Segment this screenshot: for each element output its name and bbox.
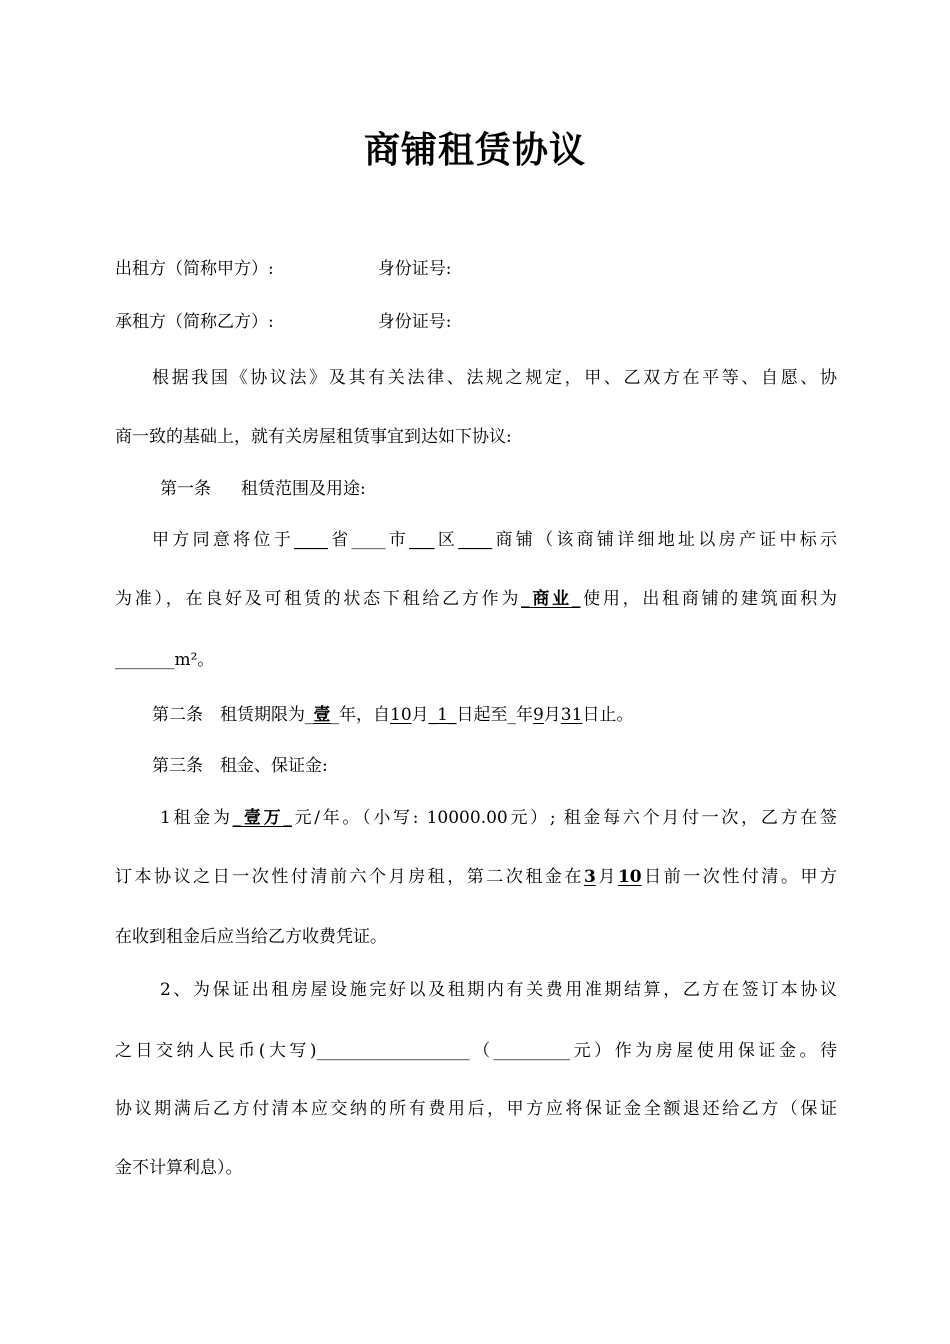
article1-line-2 (115, 587, 837, 611)
article3-text: 订本协议之日一次性付清前六个月房租，第二次租金在 (115, 867, 584, 887)
article3-text: 1租金为 (160, 808, 233, 828)
lessee-line (115, 310, 837, 334)
article1-line-3 (115, 648, 837, 672)
article2-text: 月 (543, 705, 561, 725)
preamble-line-1: 根据我国《协议法》及其有关法律、法规之规定，甲、乙双方在平等、自愿、协 (152, 368, 837, 388)
article3-p1-line-3: 在收到租金后应当给乙方收费凭证。 (115, 927, 387, 947)
article3-p2-line-3: 协议期满后乙方付清本应交纳的所有费用后，甲方应将保证金全额退还给乙方（保证 (115, 1099, 837, 1119)
article3-heading: 第三条 租金、保证金: (152, 756, 328, 776)
district-label: 区 (434, 530, 459, 550)
deposit-words-blank: __________________ (316, 1041, 470, 1061)
article1-text: 为准），在良好及可租赁的状态下租给乙方作为 (115, 589, 522, 609)
usage-value: _商业_ (521, 589, 581, 609)
shop-blank: ____ (458, 530, 493, 550)
lessee-label: 承租方（简称乙方）: (115, 312, 274, 332)
lessor-label: 出租方（简称甲方）: (115, 259, 274, 279)
article3-text: （ (469, 1041, 494, 1061)
preamble-line-2: 商一致的基础上，就有关房屋租赁事宜到达如下协议: (115, 427, 512, 447)
start-day: _1_ (428, 705, 457, 725)
rent-amount: _壹万_ (232, 808, 292, 828)
article1-text-end: 使用，出租商铺的建筑面积为 (580, 589, 838, 609)
end-day: 31 (560, 705, 583, 725)
start-month: 10 (390, 705, 412, 725)
article2-text-end: 日止。 (582, 705, 634, 725)
lessor-id-label: 身份证号: (377, 259, 452, 279)
province-blank: ____ (293, 530, 328, 550)
end-month: 9 (532, 705, 544, 725)
area-unit: m²。 (174, 650, 215, 670)
city-blank: ____ (351, 530, 386, 550)
article3-text-end: 日前一次性付清。甲方 (641, 867, 838, 887)
article3-text-end: 元/年。（小写: 10000.00元）; 租金每六个月付一次，乙方在签 (291, 808, 837, 828)
province-label: 省 (327, 530, 352, 550)
article3-p2-line-4: 金不计算利息）。 (115, 1158, 243, 1178)
second-payment-month: 3 (584, 867, 596, 887)
article2-line (152, 703, 874, 727)
article3-text: 之日交纳人民币(大写) (115, 1041, 317, 1061)
article1-line-1 (152, 528, 837, 552)
district-blank: ___ (409, 530, 435, 550)
article3-text: 月 (595, 867, 618, 887)
document-title: 商铺租赁协议 (363, 130, 586, 171)
article1-title: 租赁范围及用途: (241, 479, 366, 499)
article3-p1-line-2 (115, 865, 837, 889)
article2-text: _年，自 (330, 705, 390, 725)
article3-p2-line-1: 2、为保证出租房屋设施完好以及租期内有关费用准期结算，乙方在签订本协议 (160, 980, 837, 1000)
article1-text: 甲方同意将位于 (152, 530, 294, 550)
article3-text-end: 元）作为房屋使用保证金。待 (570, 1041, 838, 1061)
article1-heading-line (160, 477, 882, 501)
lessee-id-label: 身份证号: (377, 312, 452, 332)
lessor-line (115, 257, 837, 281)
article1-heading: 第一条 (160, 479, 211, 499)
article3-p1-line-1 (160, 806, 837, 830)
city-label: 市 (385, 530, 410, 550)
second-payment-day: 10 (617, 867, 642, 887)
article1-text-end: 商铺（该商铺详细地址以房产证中标示 (492, 530, 838, 550)
lease-years: 壹 (313, 705, 331, 725)
article2-text: 第二条 租赁期限为_ (152, 705, 314, 725)
deposit-amount-blank: _________ (493, 1041, 571, 1061)
article2-text: 月 (411, 705, 429, 725)
article3-p2-line-2 (115, 1039, 837, 1063)
article2-text: 日起至_年 (456, 705, 533, 725)
area-blank: _______ (115, 650, 175, 670)
